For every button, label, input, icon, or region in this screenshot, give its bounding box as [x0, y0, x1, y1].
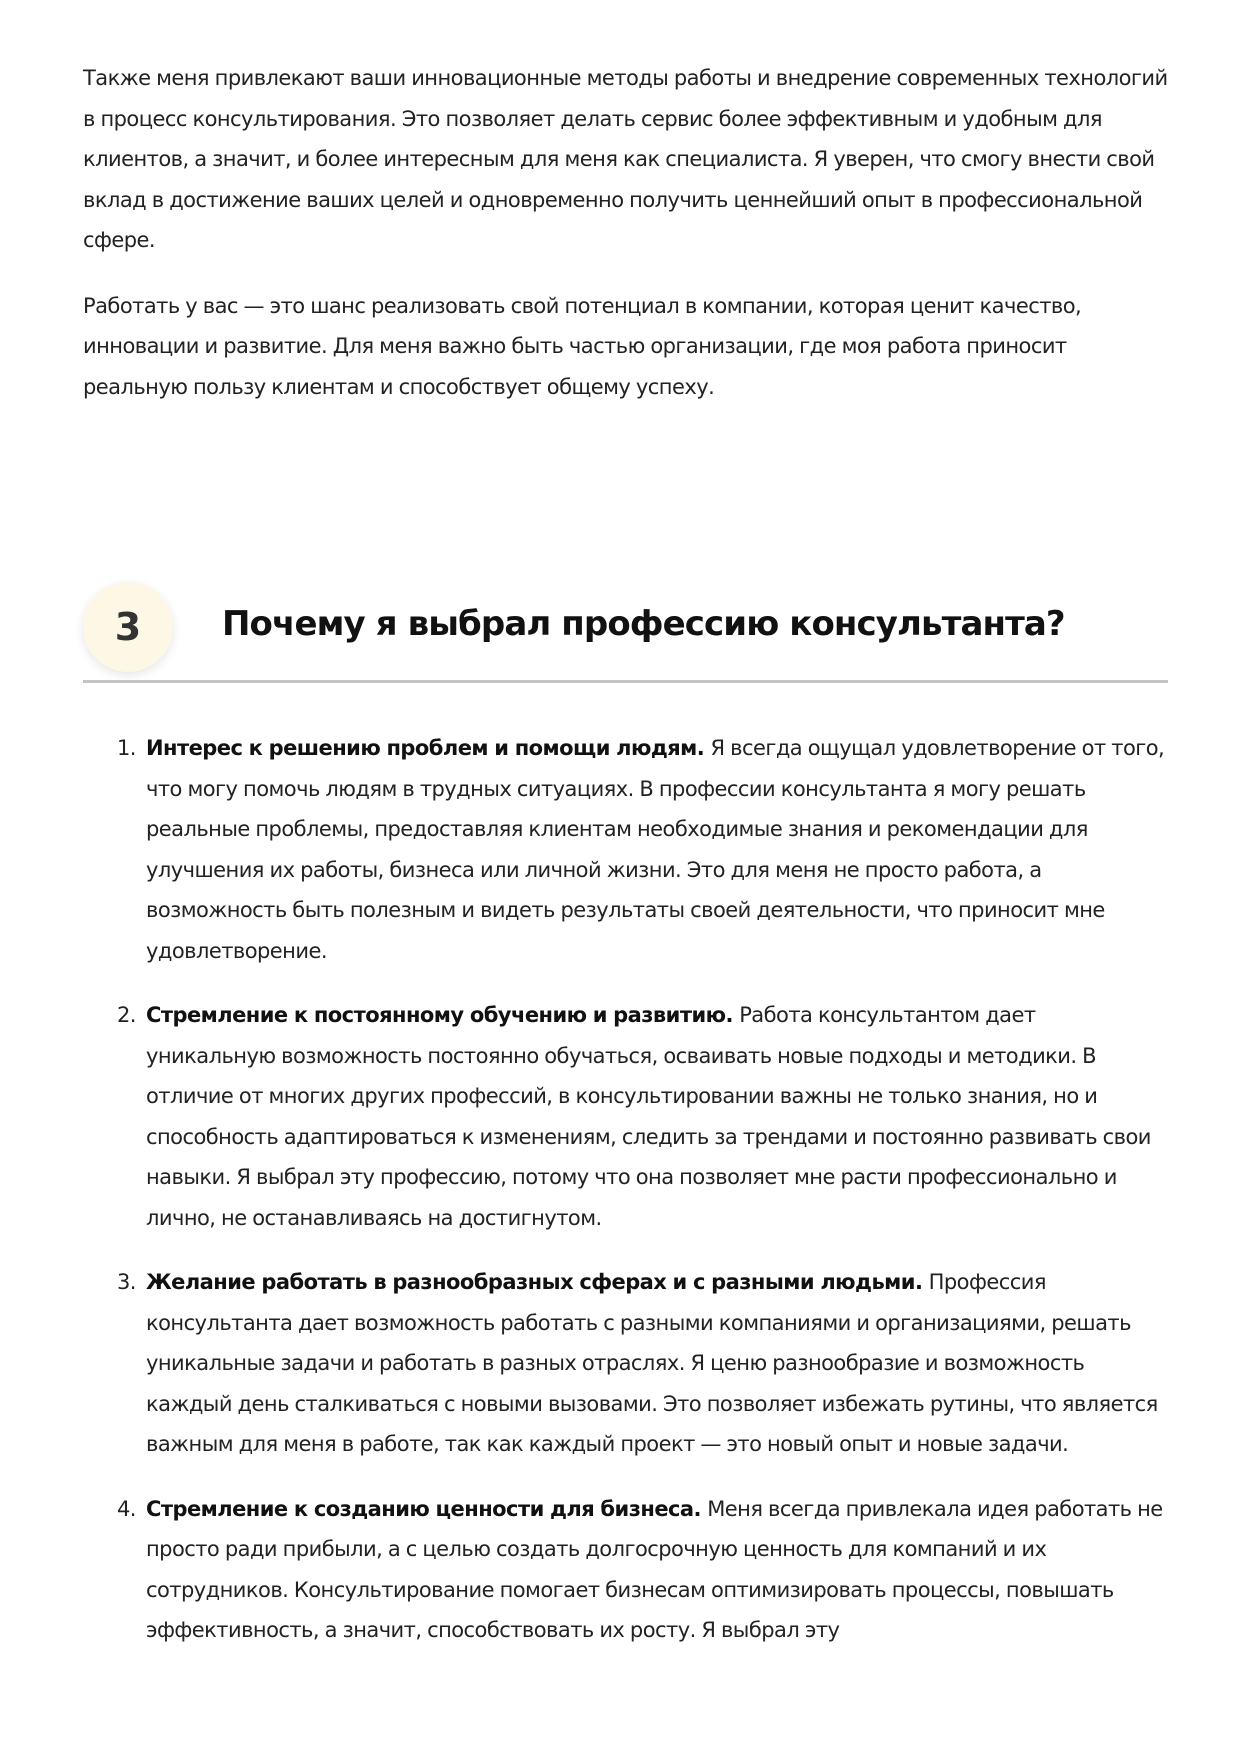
list-item — [83, 1262, 1168, 1465]
list-item-number: 4. — [117, 1496, 136, 1521]
list-item-number: 3. — [117, 1270, 136, 1294]
list-item-text: Профессия консультанта дает возможность работать с разными компаниями и организациями, решать уникальные задачи и работать в разных отраслях. Я ценю разнообразие и возможность каждый день сталкиваться с новыми вызовами. Это позволяет избежать рутины, что является важным для меня в работе, так как каждый проект — это новый опыт и новые задачи. — [146, 1270, 1158, 1456]
reasons-list — [83, 728, 1168, 1675]
list-item-text: Я всегда ощущал удовлетворение от того, что могу помочь людям в трудных ситуациях. В профессии консультанта я могу решать реальные проблемы, предоставляя клиентам необходимые знания и рекомендации для улучшения их работы, бизнеса или личной жизни. Это для меня не просто работа, а возможность быть полезным и видеть результаты своей деятельности, что приносит мне удовлетворение. — [146, 736, 1165, 963]
list-item — [83, 728, 1168, 971]
list-item-lead: Стремление к созданию ценности для бизнеса. — [146, 1496, 708, 1521]
list-item — [83, 1489, 1168, 1651]
list-item-lead: Интерес к решению проблем и помощи людям. — [146, 736, 711, 760]
section-number-badge: 3 — [83, 582, 173, 672]
section-header — [83, 582, 1168, 682]
intro-paragraph: Работать у вас — это шанс реализовать свой потенциал в компании, которая ценит качество, инновации и развитие. Для меня важно быть частью организации, где моя работа приносит реальную пользу клиентам и способствует общему успеху. — [83, 293, 1082, 399]
section-divider — [83, 680, 1168, 683]
list-item-number: 1. — [117, 736, 136, 760]
list-item-lead: Желание работать в разнообразных сферах и с разными людьми. — [146, 1270, 929, 1294]
list-item-text: Меня всегда привлекала идея работать не просто ради прибыли, а с целью создать долгосрочную ценность для компаний и их сотрудников. Консультирование помогает бизнесам оптимизировать процессы, повышать эффективность, а значит, способствовать их росту. Я выбрал эту — [146, 1496, 1163, 1642]
list-item-lead: Стремление к постоянному обучению и развитию. — [146, 1003, 740, 1027]
list-item — [83, 995, 1168, 1238]
list-item-number: 2. — [117, 1003, 136, 1027]
section-title: Почему я выбрал профессию консультанта? — [222, 604, 1065, 644]
intro-text — [83, 58, 1168, 432]
list-item-text: Работа консультантом дает уникальную возможность постоянно обучаться, осваивать новые подходы и методики. В отличие от многих других профессий, в консультировании важны не только знания, но и способность адаптироваться к изменениям, следить за трендами и постоянно развивать свои навыки. Я выбрал эту профессию, потому что она позволяет мне расти профессионально и лично, не останавливаясь на достигнутом. — [146, 1003, 1151, 1230]
intro-paragraph: Также меня привлекают ваши инновационные методы работы и внедрение современных технологий в процесс консультирования. Это позволяет делать сервис более эффективным и удобным для клиентов, а значит, и более интересным для меня как специалиста. Я уверен, что смогу внести свой вклад в достижение ваших целей и одновременно получить ценнейший опыт в профессиональной сфере. — [83, 66, 1168, 252]
